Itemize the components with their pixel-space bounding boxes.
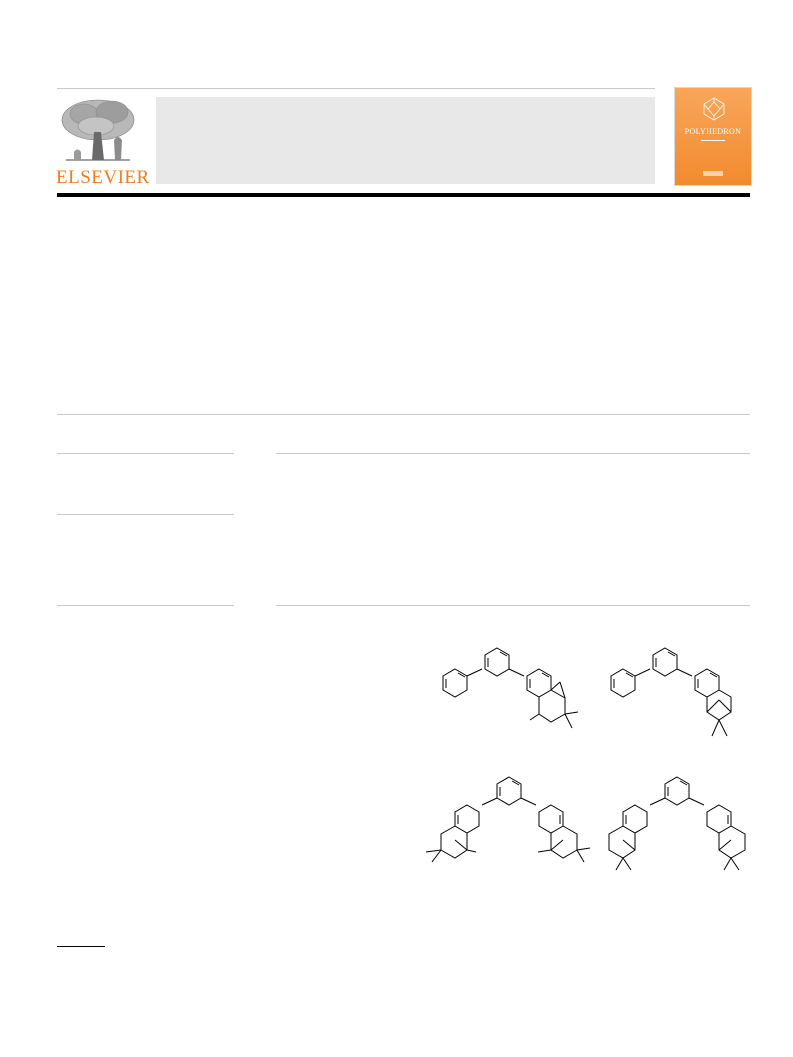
journal-cover-title: POLYHEDRON — [684, 127, 742, 136]
structure-bottom-left — [426, 777, 590, 862]
publisher-logo-text: ELSEVIER — [56, 167, 150, 188]
structure-bottom-right — [609, 777, 745, 870]
structure-top-right — [611, 648, 731, 736]
footnote-rule — [57, 946, 105, 947]
structure-top-left — [443, 648, 578, 728]
